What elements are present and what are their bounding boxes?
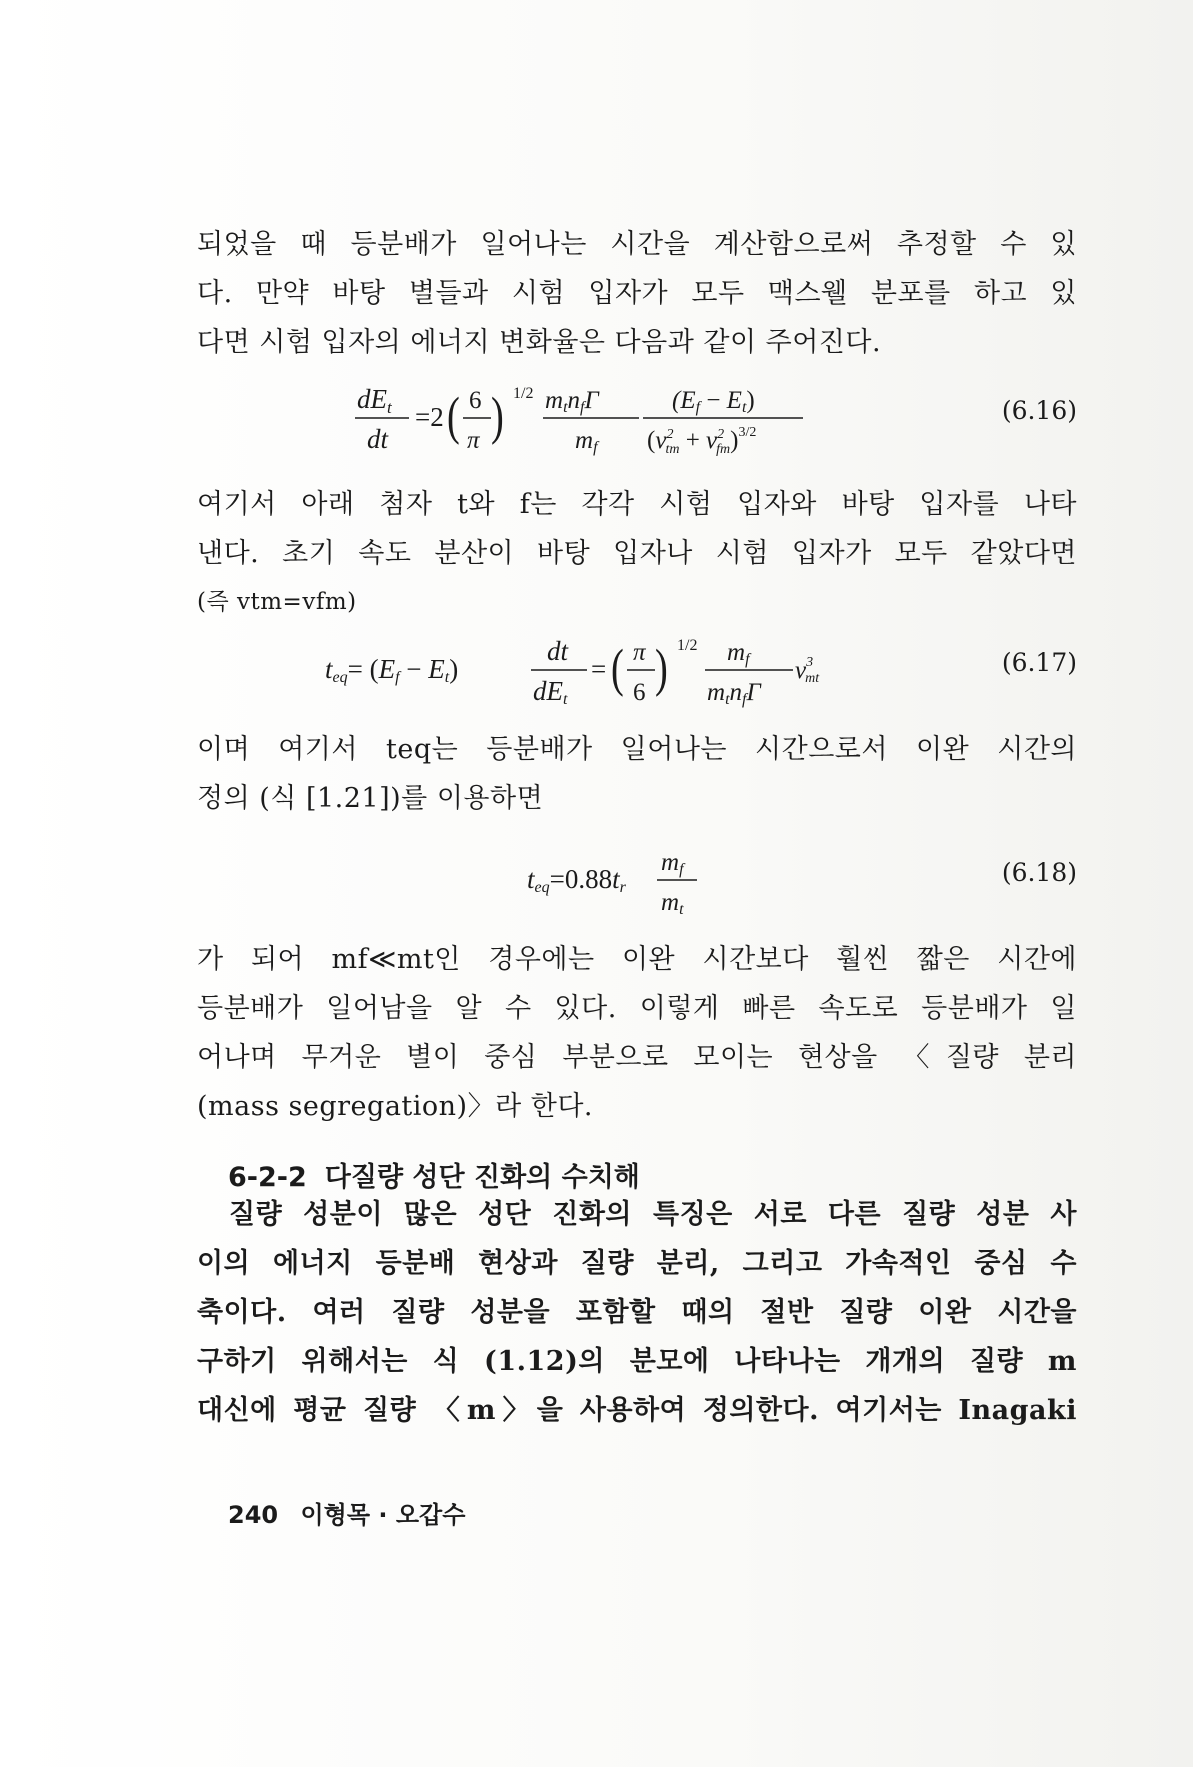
svg-text:mtnfΓ: mtnfΓ [545, 387, 599, 416]
svg-text:(v2tm + v2fm)3/2: ($v^2$ tm + $v^2$ fm)$^{3/2}$ [647, 425, 757, 457]
svg-text:=2: =2 [415, 402, 444, 432]
section-number: 6-2-2 [228, 1162, 307, 1193]
svg-text:dEt: dEt [533, 676, 568, 708]
svg-text:1/2: 1/2 [677, 637, 698, 654]
svg-text:dt: dt [367, 424, 389, 454]
svg-text:): ) [655, 638, 668, 698]
paragraph-2-line: 낸다. 초기 속도 분산이 바탕 입자나 시험 입자가 모두 같았다면 [197, 538, 1077, 569]
equation-number: (6.18) [1001, 858, 1077, 887]
svg-text:mf: mf [727, 639, 750, 668]
svg-text:mtnfΓ: mtnfΓ [707, 679, 761, 708]
paragraph-5-line: 이의 에너지 등분배 현상과 질량 분리, 그리고 가속적인 중심 수 [197, 1248, 1077, 1279]
equation-6-18-formula [197, 840, 817, 920]
paragraph-1-line: 되었을 때 등분배가 일어나는 시간을 계산함으로써 추정할 수 있 [197, 229, 1077, 260]
svg-text:6: 6 [633, 679, 646, 706]
svg-text:v3mt: $v^3$ mt [795, 655, 820, 686]
svg-text:mt: mt [661, 889, 684, 918]
svg-text:=: = [591, 654, 607, 684]
paragraph-4-line: 등분배가 일어남을 알 수 있다. 이렇게 빠른 속도로 등분배가 일 [197, 993, 1077, 1024]
paragraph-5-line: 대신에 평균 질량 〈m〉을 사용하여 정의한다. 여기서는 Inagaki [197, 1395, 1077, 1426]
paragraph-4-line: (mass segregation)〉라 한다. [197, 1091, 593, 1122]
svg-text:dEt: dEt [357, 384, 392, 417]
svg-text:dt: dt [547, 636, 569, 666]
svg-text:(: ( [611, 638, 624, 698]
section-heading [228, 1155, 658, 1194]
page-footer [228, 1495, 465, 1530]
page-number: 240 [228, 1501, 279, 1529]
svg-text:π: π [633, 639, 646, 666]
svg-text:): ) [491, 386, 504, 446]
equation-6-16 [197, 378, 1077, 458]
paragraph-3-line: 정의 (식 [1.21])를 이용하면 [197, 783, 544, 814]
footer-authors: 이형목 · 오갑수 [300, 1501, 466, 1529]
svg-text:teq= (Ef − Et): teq= (Ef − Et) [325, 654, 459, 686]
paragraph-1 [197, 220, 1077, 367]
equation-6-16-formula [197, 378, 817, 458]
paragraph-4-line: 가 되어 mf≪mt인 경우에는 이완 시간보다 훨씬 짧은 시간에 [197, 944, 1077, 975]
equation-number: (6.17) [1001, 648, 1077, 677]
paragraph-2-line: 여기서 아래 첨자 t와 f는 각각 시험 입자와 바탕 입자를 나타 [197, 489, 1077, 520]
svg-text:π: π [467, 427, 480, 454]
svg-text:6: 6 [469, 387, 482, 414]
paragraph-2-line: (즉 vtm=vfm) [197, 589, 357, 615]
svg-text:(: ( [447, 386, 460, 446]
equation-6-17-formula [197, 630, 820, 710]
paragraph-5 [197, 1190, 1077, 1435]
svg-text:mf: mf [575, 427, 598, 456]
equation-6-18 [197, 840, 1077, 920]
paragraph-4 [197, 935, 1077, 1131]
paragraph-3 [197, 725, 1077, 823]
paragraph-1-line: 다면 시험 입자의 에너지 변화율은 다음과 같이 주어진다. [197, 327, 882, 358]
paragraph-5-line: 구하기 위해서는 식 (1.12)의 분모에 나타나는 개개의 질량 m [197, 1346, 1077, 1377]
paragraph-3-line: 이며 여기서 teq는 등분배가 일어나는 시간으로서 이완 시간의 [197, 734, 1077, 765]
svg-text:mf: mf [661, 849, 684, 878]
paragraph-5-line: 질량 성분이 많은 성단 진화의 특징은 서로 다른 질량 성분 사 [229, 1199, 1077, 1230]
section-title: 다질량 성단 진화의 수치해 [324, 1162, 640, 1193]
paragraph-4-line: 어나며 무거운 별이 중심 부분으로 모이는 현상을 〈질량 분리 [197, 1042, 1077, 1073]
equation-6-17 [197, 630, 1077, 710]
paragraph-5-line: 축이다. 여러 질량 성분을 포함할 때의 절반 질량 이완 시간을 [197, 1297, 1077, 1328]
equation-number: (6.16) [1001, 396, 1077, 425]
svg-text:teq=0.88tr: teq=0.88tr [527, 864, 626, 896]
svg-text:(Ef − Et): (Ef − Et) [672, 387, 755, 416]
svg-text:1/2: 1/2 [513, 385, 534, 402]
paragraph-1-line: 다. 만약 바탕 별들과 시험 입자가 모두 맥스웰 분포를 하고 있 [197, 278, 1077, 309]
paragraph-2 [197, 480, 1077, 627]
